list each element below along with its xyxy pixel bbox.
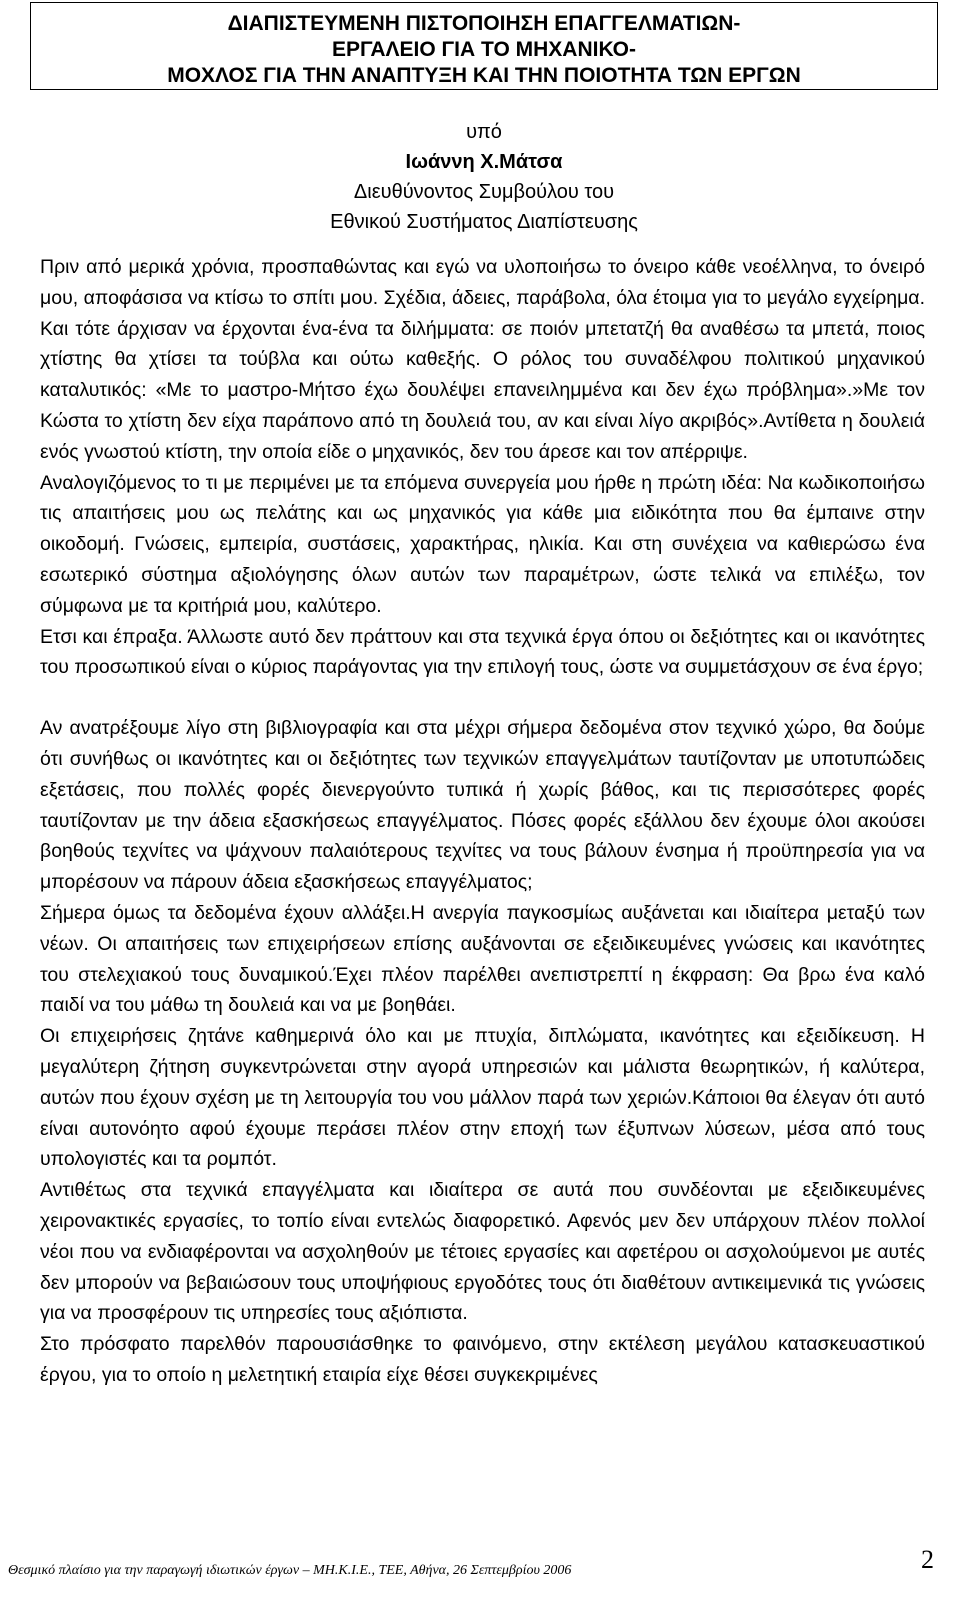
title-line-1: ΔΙΑΠΙΣΤΕΥΜΕΝΗ ΠΙΣΤΟΠΟΙΗΣΗ ΕΠΑΓΓΕΛΜΑΤΙΩΝ- bbox=[227, 12, 741, 35]
page-footer bbox=[0, 1545, 960, 1595]
footer-citation: Θεσμικό πλαίσιο για την παραγωγή ιδιωτικών έργων – ΜΗ.Κ.Ι.Ε., ΤΕΕ, Αθήνα, 26 Σεπτεμβρίου 2006 bbox=[8, 1563, 572, 1578]
paragraph-6: Οι επιχειρήσεις ζητάνε καθημερινά όλο και με πτυχία, διπλώματα, ικανότητες και εξειδίκευση. Η μεγαλύτερη ζήτηση συγκεντρώνεται στην αγορά υπηρεσιών και μάλιστα θεωρητικών, ή καλύτερα, αυτών που έχουν σχέση με τη λειτουργία του νου μάλλον παρά των χεριών.Κάποιοι θα έλεγαν ότι αυτό είναι αυτονόητο αφού έχουμε περάσει πλέον στην εποχή των έξυπνων λύσεων, μέσα από τους υπολογιστές και τα ρομπότ. bbox=[40, 1025, 925, 1171]
paragraph-5: Σήμερα όμως τα δεδομένα έχουν αλλάξει.Η ανεργία παγκοσμίως αυξάνεται και ιδιαίτερα μεταξύ των νέων. Οι απαιτήσεις των επιχειρήσεων επίσης αυξάνονται σε εξειδικευμένες γνώσεις και ικανότητες του στελεχιακού τους δυναμικού.Έχει πλέον παρέλθει ανεπιστρεπτί η έκφραση: Θα βρω ένα καλό παιδί να του μάθω τη δουλειά και να με βοηθάει. bbox=[40, 901, 925, 1017]
paragraph-2: Αναλογιζόμενος το τι με περιμένει με τα επόμενα συνεργεία μου ήρθε η πρώτη ιδέα: Να κωδικοποιήσω τις απαιτήσεις μου ως πελάτης και ως μηχανικός για κάθε μια ειδικότητα που θα έμπαινε στην οικοδομή. Γνώσεις, εμπειρία, συστάσεις, χαρακτήρας, ηλικία. Και στη συνέχεια να καθιερώσω ένα εσωτερικό σύστημα αξιολόγησης όλων αυτών των παραμέτρων, ώστε τελικά να επιλέξω, τον σύμφωνα με τα κριτήριά μου, καλύτερο. bbox=[40, 471, 925, 617]
page-number: 2 bbox=[921, 1545, 934, 1574]
byline bbox=[30, 117, 938, 237]
paragraph-3: Ετσι και έπραξα. Άλλωστε αυτό δεν πράττουν και στα τεχνικά έργα όπου οι δεξιότητες και οι ικανότητες του προσωπικού είναι ο κύριος παράγοντας για την επιλογή τους, ώστε να συμμετάσχουν σε ένα έργο; bbox=[40, 625, 925, 679]
paragraph-1: Πριν από μερικά χρόνια, προσπαθώντας και εγώ να υλοποιήσω το όνειρο κάθε νεοέλληνα, το όνειρό μου, αποφάσισα να κτίσω το σπίτι μου. Σχέδια, άδειες, παράβολα, όλα έτοιμα για το μεγάλο εγχείρημα. Και τότε άρχισαν να έρχονται ένα-ένα τα διλήμματα: σε ποιόν μπετατζή θα αναθέσω τα μπετά, ποιος χτίστης θα χτίσει τα τούβλα και ούτω καθεξής. Ο ρόλος του συναδέλφου πολιτικού μηχανικού καταλυτικός: «Με το μαστρο-Μήτσο έχω δουλέψει επανειλημμένα και δεν έχω πρόβλημα».»Με τον Κώστα το χτίστη δεν είχα παράπονο από τη δουλειά του, αν και είναι λίγο ακριβός».Αντίθετα η δουλειά ενός γνωστού κτίστη, την οποία είδε ο μηχανικός, δεν του άρεσε και τον απέρριψε. bbox=[40, 256, 925, 463]
article-body bbox=[40, 252, 925, 1391]
title-line-2: ΕΡΓΑΛΕΙΟ ΓΙΑ ΤΟ ΜΗΧΑΝΙΚΟ- bbox=[332, 38, 636, 61]
paragraph-4: Αν ανατρέξουμε λίγο στη βιβλιογραφία και στα μέχρι σήμερα δεδομένα στον τεχνικό χώρο, θα δούμε ότι συνήθως οι ικανότητες και οι δεξιότητες των τεχνικών επαγγελμάτων ταυτίζονταν με υποτυπώδεις εξετάσεις, που πολλές φορές διενεργούντο τυπικά ή χωρίς βάθος, και τις περισσότερες φορές ταυτίζονταν με την άδεια εξασκήσεως επαγγέλματος. Πόσες φορές εξάλλου δεν έχουμε όλοι ακούσει βοηθούς τεχνίτες να ψάχνουν παλαιότερους τεχνίτες να τους βάλουν ένσημα ή προϋπηρεσία για να μπορέσουν να πάρουν άδεια εξασκήσεως επαγγέλματος; bbox=[40, 717, 925, 894]
document-title-box bbox=[30, 2, 938, 90]
author-role-line-2: Εθνικού Συστήματος Διαπίστευσης bbox=[330, 211, 638, 233]
paragraph-7: Αντιθέτως στα τεχνικά επαγγέλματα και ιδιαίτερα σε αυτά που συνδέονται με εξειδικευμένες χειρονακτικές εργασίες, το τοπίο είναι εντελώς διαφορετικό. Αφενός μεν δεν υπάρχουν πλέον πολλοί νέοι που να ενδιαφέρονται να ασχοληθούν με τέτοιες εργασίες και αφετέρου οι ασχολούμενοι με αυτές δεν μπορούν να βεβαιώσουν τους υποψήφιους εργοδότες τους ότι διαθέτουν αντικειμενικά τις γνώσεις για να προσφέρουν τις υπηρεσίες τους αξιόπιστα. bbox=[40, 1179, 925, 1325]
paragraph-8: Στο πρόσφατο παρελθόν παρουσιάσθηκε το φαινόμενο, στην εκτέλεση μεγάλου κατασκευαστικού έργου, για το οποίο η μελετητική εταιρία είχε θέσει συγκεκριμένες bbox=[40, 1333, 925, 1386]
title-line-3: ΜΟΧΛΟΣ ΓΙΑ ΤΗΝ ΑΝΑΠΤΥΞΗ ΚΑΙ ΤΗΝ ΠΟΙΟΤΗΤΑ ΤΩΝ ΕΡΓΩΝ bbox=[167, 64, 801, 87]
author-name: Ιωάννη Χ.Μάτσα bbox=[405, 151, 563, 173]
author-role-line-1: Διευθύνοντος Συμβούλου του bbox=[353, 181, 615, 203]
byline-prefix: υπό bbox=[466, 121, 502, 143]
